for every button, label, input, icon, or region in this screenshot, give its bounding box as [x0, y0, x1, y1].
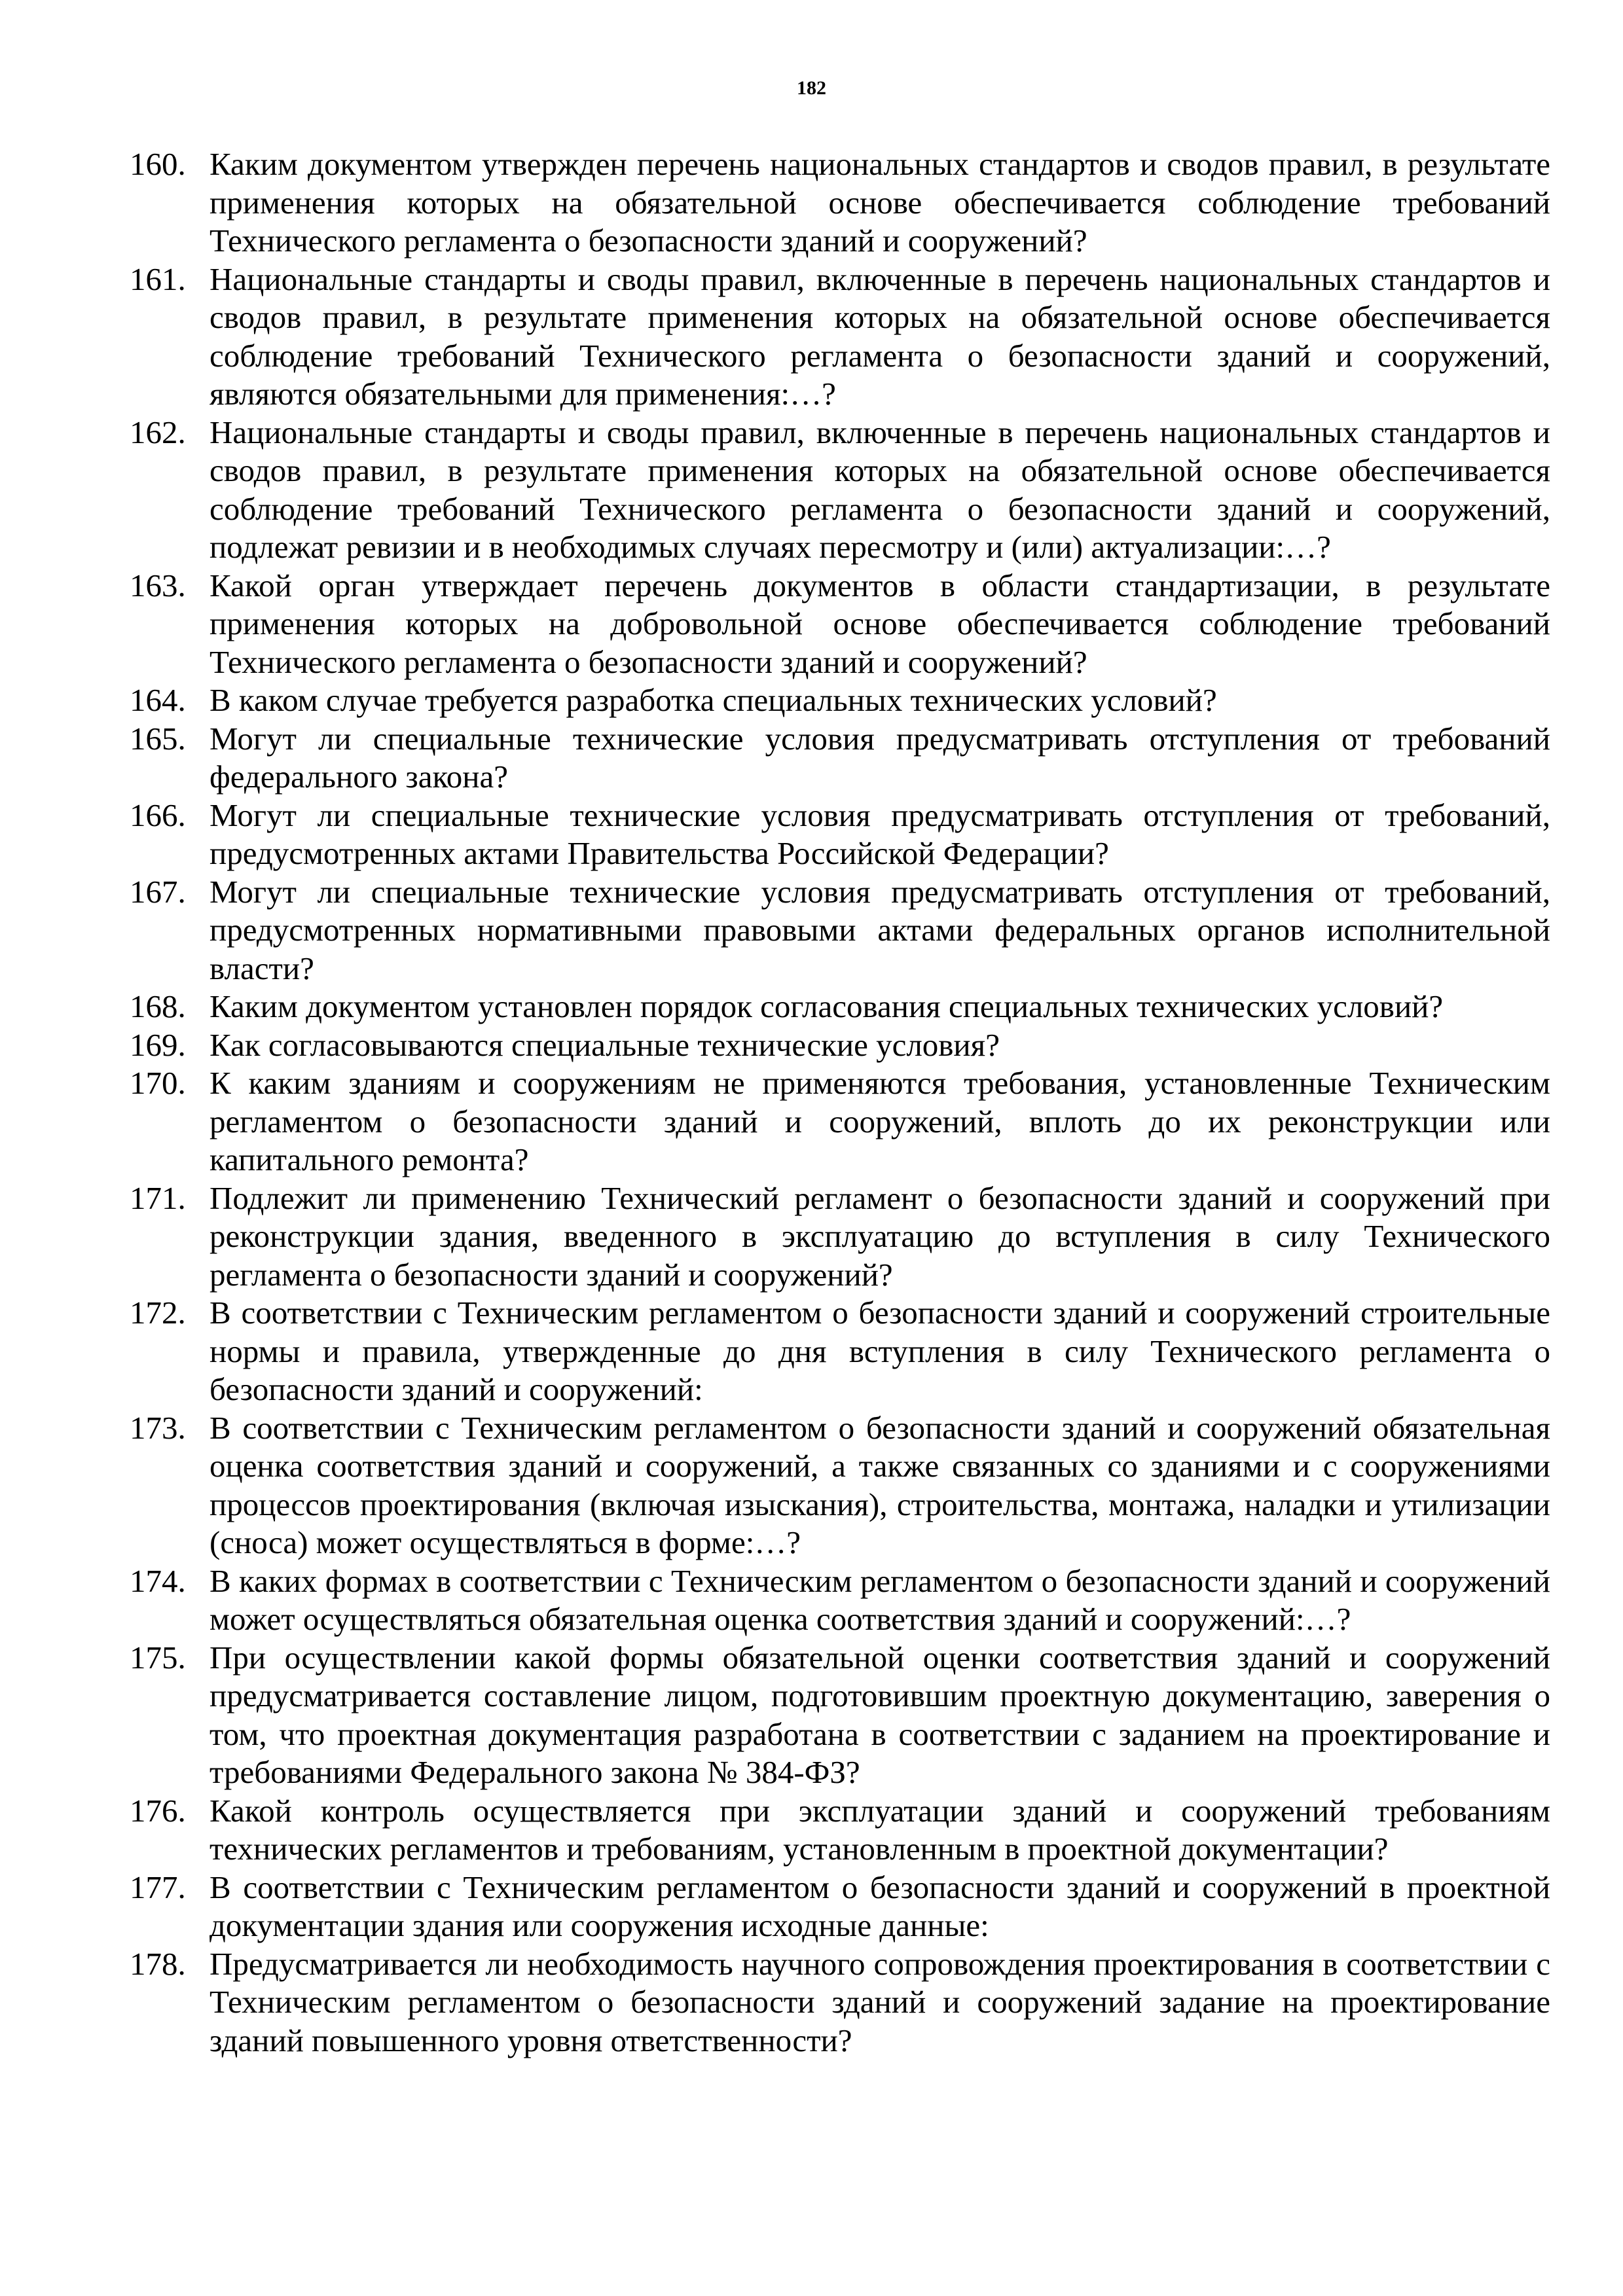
page-number: 182 — [797, 77, 826, 99]
question-text: Как согласовываются специальные технические условия? — [210, 1026, 1000, 1063]
question-number: 164. — [130, 682, 186, 718]
question-number: 171. — [130, 1179, 186, 1216]
question-number: 166. — [130, 797, 186, 833]
question-item — [130, 1294, 1550, 1409]
question-item — [130, 567, 1550, 682]
question-number: 168. — [130, 988, 186, 1024]
question-item — [130, 1945, 1550, 2060]
question-text: В соответствии с Техническим регламентом о безопасности зданий и сооружений обязательная оценка соответствия зданий и сооружений, а также связанных со зданиями и с сооружениями процессов проектирования (включая изыскания), строительства, монтажа, наладки и утилизации (сноса) может осуществляться в форме:…? — [210, 1409, 1550, 1560]
question-text: Какой контроль осуществляется при эксплуатации зданий и сооружений требованиям технических регламентов и требованиям, установленным в проектной документации? — [210, 1792, 1550, 1867]
question-number: 170. — [130, 1065, 186, 1101]
question-item — [130, 1562, 1550, 1639]
question-text: Национальные стандарты и своды правил, включенные в перечень национальных стандартов и сводов правил, в результате применения которых на обязательной основе обеспечивается соблюдение требований Технического регламента о безопасности зданий и сооружений, являются обязательными для применения:…? — [210, 260, 1550, 412]
question-number: 178. — [130, 1945, 186, 1982]
question-number: 172. — [130, 1295, 186, 1331]
question-text: Каким документом утвержден перечень национальных стандартов и сводов правил, в результате применения которых на обязательной основе обеспечивается соблюдение требований Технического регламента о безопасности зданий и сооружений? — [210, 146, 1550, 259]
question-item — [130, 145, 1550, 260]
question-item — [130, 720, 1550, 797]
question-text: К каким зданиям и сооружениям не применяются требования, установленные Техническим регламентом о безопасности зданий и сооружений, вплоть до их реконструкции или капитального ремонта? — [210, 1065, 1550, 1177]
question-text: В соответствии с Техническим регламентом о безопасности зданий и сооружений в проектной документации здания или сооружения исходные данные: — [210, 1869, 1550, 1943]
question-item — [130, 1064, 1550, 1179]
question-item — [130, 1869, 1550, 1945]
question-text: Могут ли специальные технические условия предусматривать отступления от требований, предусмотренных актами Правительства Российской Федерации? — [210, 797, 1550, 871]
question-number: 173. — [130, 1409, 186, 1446]
question-number: 169. — [130, 1026, 186, 1063]
question-number: 174. — [130, 1562, 186, 1599]
question-item — [130, 1409, 1550, 1562]
question-text: В соответствии с Техническим регламентом о безопасности зданий и сооружений строительные нормы и правила, утвержденные до дня вступления в силу Технического регламента о безопасности зданий и сооружений: — [210, 1295, 1550, 1407]
question-item — [130, 988, 1550, 1026]
question-list — [130, 145, 1550, 2060]
question-number: 167. — [130, 873, 186, 910]
question-number: 161. — [130, 260, 186, 297]
question-text: Национальные стандарты и своды правил, включенные в перечень национальных стандартов и сводов правил, в результате применения которых на обязательной основе обеспечивается соблюдение требований Технического регламента о безопасности зданий и сооружений, подлежат ревизии и в необходимых случаях пересмотру и (или) актуализации:…? — [210, 414, 1550, 565]
question-text: При осуществлении какой формы обязательной оценки соответствия зданий и сооружений предусматривается составление лицом, подготовившим проектную документацию, заверения о том, что проектная документация разработана в соответствии с заданием на проектирование и требованиями Федерального закона № 384-ФЗ? — [210, 1639, 1550, 1790]
question-item — [130, 873, 1550, 988]
question-item — [130, 797, 1550, 873]
question-text: Какой орган утверждает перечень документов в области стандартизации, в результате применения которых на добровольной основе обеспечивается соблюдение требований Технического регламента о безопасности зданий и сооружений? — [210, 567, 1550, 680]
question-text: Могут ли специальные технические условия предусматривать отступления от требований федерального закона? — [210, 720, 1550, 795]
question-text: Подлежит ли применению Технический регламент о безопасности зданий и сооружений при реконструкции здания, введенного в эксплуатацию до вступления в силу Технического регламента о безопасности зданий и сооружений? — [210, 1179, 1550, 1293]
question-item — [130, 1792, 1550, 1869]
question-item — [130, 414, 1550, 567]
question-item — [130, 1179, 1550, 1295]
question-number: 162. — [130, 414, 186, 450]
question-number: 177. — [130, 1869, 186, 1905]
question-text: В каком случае требуется разработка специальных технических условий? — [210, 682, 1217, 718]
question-text: Каким документом установлен порядок согласования специальных технических условий? — [210, 988, 1444, 1024]
question-number: 175. — [130, 1639, 186, 1676]
question-number: 163. — [130, 567, 186, 603]
question-item — [130, 1026, 1550, 1065]
question-item — [130, 260, 1550, 414]
question-text: Предусматривается ли необходимость научного сопровождения проектирования в соответствии с Техническим регламентом о безопасности зданий и сооружений задание на проектирование зданий повышенного уровня ответственности? — [210, 1945, 1550, 2058]
question-item — [130, 681, 1550, 720]
question-number: 176. — [130, 1792, 186, 1829]
question-number: 160. — [130, 146, 186, 182]
question-number: 165. — [130, 720, 186, 757]
question-text: Могут ли специальные технические условия предусматривать отступления от требований, предусмотренных нормативными правовыми актами федеральных органов исполнительной власти? — [210, 873, 1550, 986]
question-item — [130, 1639, 1550, 1792]
question-text: В каких формах в соответствии с Техническим регламентом о безопасности зданий и сооружений может осуществляться обязательная оценка соответствия зданий и сооружений:…? — [210, 1562, 1550, 1637]
